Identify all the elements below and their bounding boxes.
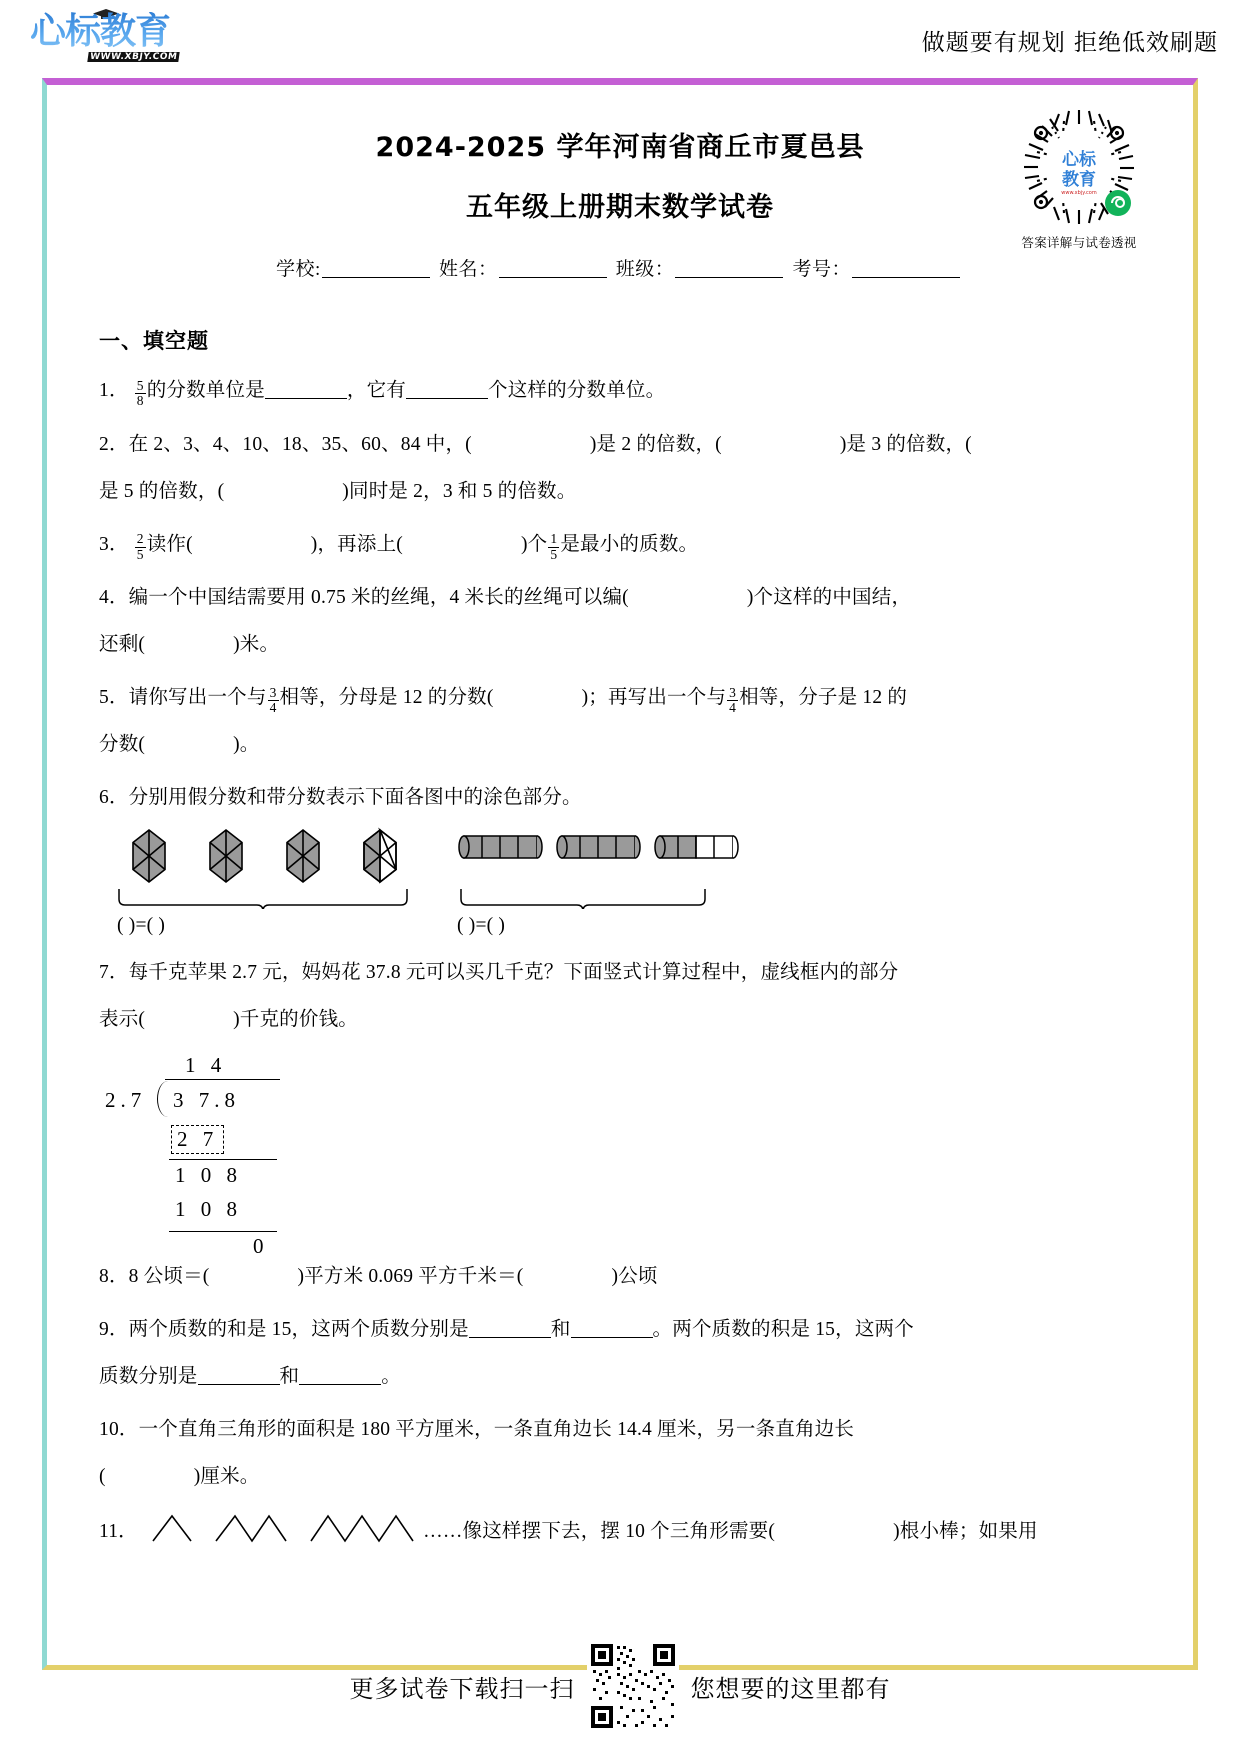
question-3-text-d: 是最小的质数。: [560, 533, 699, 555]
question-6-answer-line: [99, 915, 1141, 937]
division-divisor: 2.7: [105, 1087, 147, 1112]
fraction-5-8: $\frac{5}{8}$: [136, 378, 144, 409]
question-3-text-b: )，再添上(: [310, 533, 403, 555]
brace-right: [459, 887, 711, 909]
question-7-line1: 每千克苹果 2.7 元，妈妈花 37.8 元可以买几千克？下面竖式计算过程中，虚线框内的部分: [128, 961, 899, 983]
question-5-text-e: 分数(: [99, 733, 146, 755]
question-1-text-c: 个这样的分数单位。: [488, 380, 666, 402]
question-11-text-post: )根小棒；如果用: [893, 1520, 1038, 1542]
q9-blank-1[interactable]: [469, 1337, 551, 1338]
page-title-line1: 2024-2025 学年河南省商丘市夏邑县: [375, 132, 865, 163]
question-3-text-a: 读作(: [146, 533, 193, 555]
question-5-number: 5．: [99, 686, 129, 708]
section-heading-fill-blank: 一、填空题: [99, 329, 209, 354]
question-10-line1: 一个直角三角形的面积是 180 平方厘米，一条直角边长 14.4 厘米，另一条直角边长: [138, 1418, 855, 1440]
qr-code-icon: [1019, 107, 1139, 227]
question-6: [99, 781, 1141, 815]
brand-logo-text: 心标教育: [30, 12, 200, 52]
hexagon-full-1: [117, 827, 181, 885]
wechat-miniprogram-badge: [1105, 190, 1131, 216]
division-step2: 1 0 8: [175, 1162, 242, 1187]
question-1-number: 1．: [99, 380, 129, 402]
q6-answer-right[interactable]: ( )=( ): [457, 914, 506, 936]
question-5-text-b: 相等，分母是 12 的分数(: [279, 686, 494, 708]
brace-left: [117, 887, 413, 909]
q9-blank-4[interactable]: [299, 1384, 381, 1385]
triangle-pattern-1-icon: [149, 1513, 195, 1555]
answer-qr-block[interactable]: [1013, 107, 1145, 251]
class-input-blank[interactable]: [675, 277, 783, 278]
label-number: 考号：: [792, 259, 852, 281]
question-6-figures: [99, 827, 1141, 885]
division-rule-2: [169, 1231, 277, 1232]
exam-page-frame: [42, 78, 1198, 1670]
q9-blank-3[interactable]: [198, 1384, 280, 1385]
q1-blank-1[interactable]: [265, 398, 347, 399]
question-5-text-d: 相等，分子是 12 的: [739, 686, 908, 708]
question-11-text-mid: ……像这样摆下去，摆 10 个三角形需要(: [423, 1520, 776, 1542]
question-9-text-f: 。: [381, 1365, 401, 1387]
question-2-text-e: )同时是 2，3 和 5 的倍数。: [342, 480, 577, 502]
q6-answer-left[interactable]: ( )=( ): [117, 914, 166, 936]
question-6-number: 6．: [99, 786, 129, 808]
label-name: 姓名：: [438, 259, 498, 281]
division-rule-1: [169, 1159, 277, 1160]
division-dividend: 3 7.8: [173, 1087, 240, 1112]
brand-logo: [30, 12, 200, 70]
q9-blank-2[interactable]: [571, 1337, 653, 1338]
school-input-blank[interactable]: [322, 277, 430, 278]
question-10-line2-post: )厘米。: [193, 1465, 260, 1487]
fraction-2-5: $\frac{2}{5}$: [136, 531, 144, 562]
triangle-pattern-3-icon: [307, 1513, 417, 1555]
question-2-text-d: 是 5 的倍数，(: [99, 480, 225, 502]
question-9-text-e: 和: [279, 1365, 300, 1387]
hexagon-full-3: [271, 827, 335, 885]
question-11-number: 11．: [99, 1520, 138, 1542]
question-9-text-d: 质数分别是: [99, 1365, 198, 1387]
footer-right-text: 您想要的这里都有: [690, 1674, 891, 1703]
header-slogan: 做题要有规划 拒绝低效刷题: [921, 30, 1218, 56]
division-step3: 1 0 8: [175, 1196, 242, 1221]
question-9-text-a: 两个质数的和是 15，这两个质数分别是: [128, 1318, 469, 1340]
question-2-text-a: 在 2、3、4、10、18、35、60、84 中，(: [128, 433, 472, 455]
number-input-blank[interactable]: [852, 277, 960, 278]
page-title-line2: 五年级上册期末数学试卷: [466, 191, 774, 223]
question-2-number: 2．: [99, 433, 129, 455]
cylinder-partial-3: [654, 827, 739, 867]
question-8-number: 8．: [99, 1265, 129, 1287]
question-5-text-f: )。: [233, 733, 260, 755]
question-4-text-b: )个这样的中国结，: [746, 586, 912, 608]
cylinder-group: [458, 827, 739, 867]
hexagon-full-2: [194, 827, 258, 885]
footer-qr-code-icon: [587, 1640, 679, 1732]
question-8-text-c: )公顷: [611, 1265, 658, 1287]
footer-left-text: 更多试卷下载扫一扫: [349, 1674, 575, 1703]
circular-qr-code[interactable]: [1019, 107, 1139, 227]
question-4: [99, 581, 1141, 662]
division-quotient: 1 4: [185, 1052, 227, 1077]
question-11: [99, 1513, 1141, 1555]
q1-blank-2[interactable]: [406, 398, 488, 399]
question-7-line2-post: )千克的价钱。: [233, 1008, 358, 1030]
footer-qr-code[interactable]: [587, 1640, 679, 1732]
page-header: [0, 0, 1240, 82]
question-10-number: 10．: [99, 1418, 139, 1440]
division-remainder: 0: [253, 1233, 269, 1258]
question-8-text-a: 8 公顷＝(: [128, 1265, 210, 1287]
question-9-text-c: 。两个质数的积是 15，这两个: [652, 1318, 914, 1340]
question-2-text-b: )是 2 的倍数，(: [589, 433, 722, 455]
question-7-line2-pre: 表示(: [99, 1008, 146, 1030]
question-10: [99, 1413, 1141, 1494]
question-9: [99, 1313, 1141, 1394]
question-4-text-d: )米。: [233, 633, 280, 655]
question-3: [99, 528, 1141, 562]
label-class: 班级：: [615, 259, 675, 281]
question-1-text-b: ，它有: [346, 380, 406, 402]
hexagon-group: [117, 827, 412, 885]
cylinder-full-2: [556, 827, 641, 867]
question-3-number: 3．: [99, 533, 129, 555]
qr-caption: 答案详解与试卷透视: [1021, 235, 1137, 250]
question-5-text-a: 请你写出一个与: [128, 686, 267, 708]
fraction-3-4-second: $\frac{3}{4}$: [729, 684, 737, 715]
question-5-text-c: )；再写出一个与: [581, 686, 727, 708]
question-4-text-a: 编一个中国结需要用 0.75 米的丝绳，4 米长的丝绳可以编(: [128, 586, 629, 608]
question-7: [99, 956, 1141, 1037]
long-division-worksheet: [105, 1051, 365, 1258]
hexagon-partial-4: [348, 827, 412, 885]
question-7-number: 7．: [99, 961, 129, 983]
question-3-text-c: )个: [520, 533, 548, 555]
division-step1-dashed-box: 2 7: [171, 1125, 224, 1154]
cylinder-full-1: [458, 827, 543, 867]
question-4-number: 4．: [99, 586, 129, 608]
question-4-text-c: 还剩(: [99, 633, 146, 655]
question-10-line2-pre: (: [99, 1465, 106, 1487]
qr-center-url: www.xbjy.com: [1061, 190, 1097, 196]
question-5: [99, 681, 1141, 762]
question-1-text-a: 的分数单位是: [146, 380, 265, 402]
question-6-prompt: 分别用假分数和带分数表示下面各图中的涂色部分。: [128, 786, 582, 808]
question-2-text-c: )是 3 的倍数，(: [839, 433, 972, 455]
division-vinculum: [165, 1079, 280, 1080]
brand-logo-url: WWW.XBJY.COM: [89, 52, 178, 62]
question-9-number: 9．: [99, 1318, 129, 1340]
fraction-1-5: $\frac{1}{5}$: [550, 531, 558, 562]
qr-center-line1: 心标: [1062, 150, 1096, 170]
fraction-3-4-first: $\frac{3}{4}$: [269, 684, 277, 715]
name-input-blank[interactable]: [499, 277, 607, 278]
label-school: 学校:: [275, 259, 321, 281]
question-8: [99, 1260, 1141, 1294]
qr-center-line2: 教育: [1062, 170, 1096, 190]
question-1: [99, 374, 1141, 408]
triangle-pattern-2-icon: [212, 1513, 290, 1555]
page-footer: [0, 1640, 1240, 1732]
student-identity-line: [99, 254, 1141, 281]
question-8-text-b: )平方米 0.069 平方千米＝(: [297, 1265, 524, 1287]
question-9-text-b: 和: [550, 1318, 571, 1340]
question-6-braces: [99, 887, 1141, 909]
question-2: [99, 428, 1141, 509]
